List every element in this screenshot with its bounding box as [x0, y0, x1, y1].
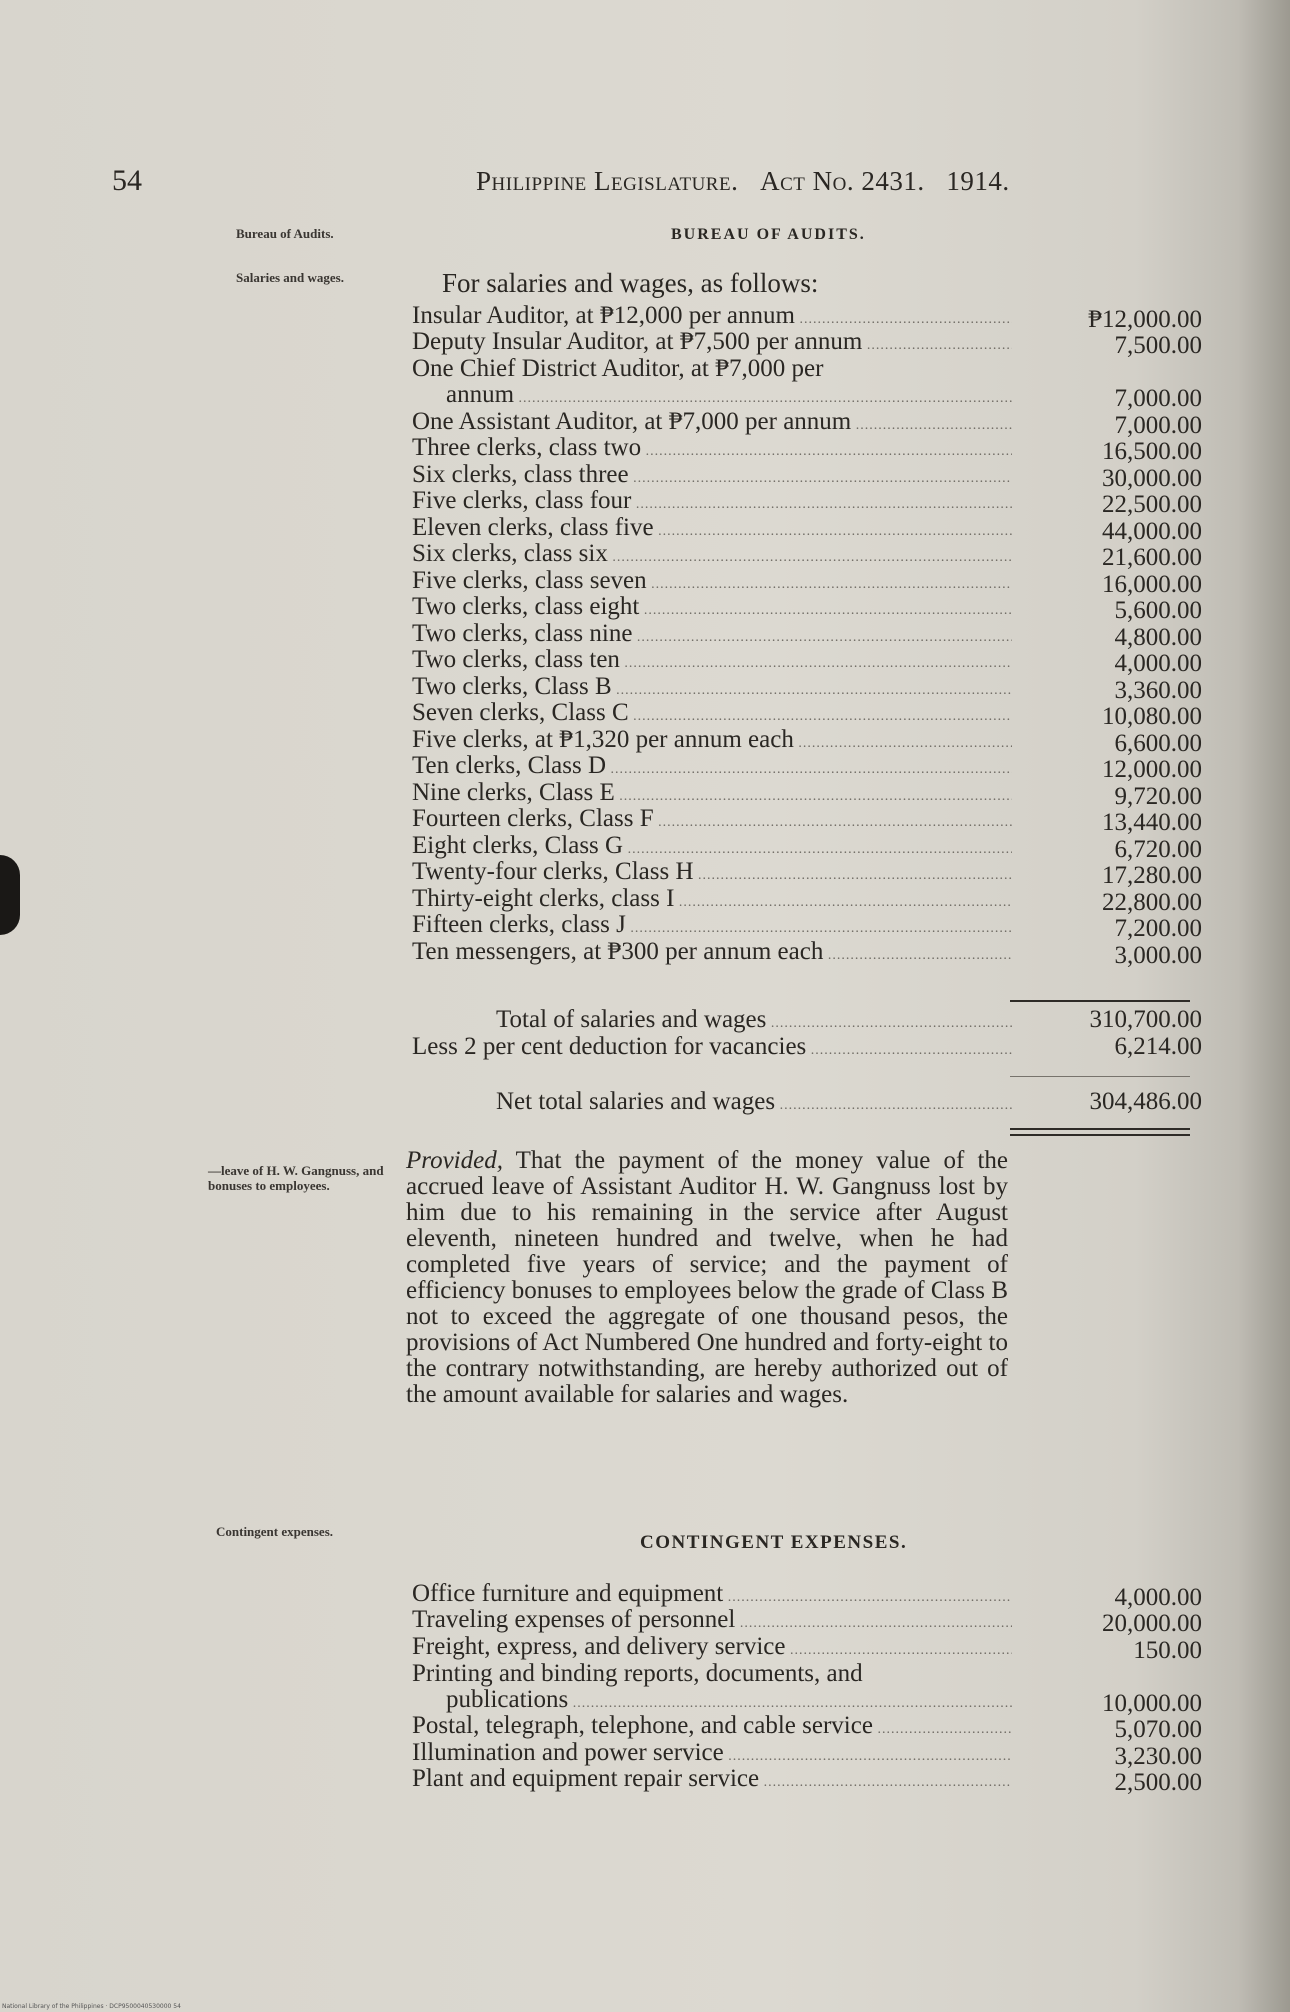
deduction-label: Less 2 per cent deduction for vacancies .....	[412, 1033, 1012, 1061]
salary-item-label: Five clerks, class seven .....	[412, 568, 1012, 598]
salary-item-label: Two clerks, class nine .....	[412, 621, 1012, 651]
contingent-item-label	[412, 1661, 1012, 1717]
year: 1914.	[946, 166, 1010, 196]
contingent-item-amount: 4,000.00	[1114, 1583, 1202, 1611]
salary-item-label: Six clerks, class three .....	[412, 462, 1012, 492]
salary-item-label: Five clerks, class four .....	[412, 488, 1012, 518]
salary-item-label: Three clerks, class two .....	[412, 435, 1012, 465]
salary-item-label-line2: annum .....	[412, 382, 1012, 412]
salary-item-amount: 7,000.00	[1114, 411, 1202, 439]
salary-item-label: Fifteen clerks, class J .....	[412, 912, 1012, 942]
contingent-item-label: Illumination and power service .....	[412, 1740, 1012, 1770]
margin-note-salaries: Salaries and wages.	[236, 270, 344, 285]
contingent-item-list	[412, 1580, 1202, 1796]
page-number: 54	[112, 164, 142, 197]
salary-item-label: Six clerks, class six .....	[412, 541, 1012, 571]
margin-note-bureau: Bureau of Audits.	[236, 226, 334, 241]
salary-item-label	[412, 356, 1012, 412]
deduction-row	[412, 1033, 1202, 1061]
salary-item-amount: 12,000.00	[1102, 756, 1202, 783]
subtotal-rule	[1010, 1000, 1190, 1002]
salary-item-amount: 30,000.00	[1102, 464, 1202, 492]
salaries-intro: For salaries and wages, as follows:	[442, 268, 819, 298]
contingent-item-amount: 5,070.00	[1114, 1716, 1202, 1743]
contingent-item-label: Office furniture and equipment .....	[412, 1581, 1012, 1611]
contingent-item-row	[412, 1766, 1202, 1797]
salary-item-label: Ten messengers, at ₱300 per annum each .....	[412, 939, 1012, 969]
salary-item-amount: 3,360.00	[1114, 676, 1202, 704]
salary-item-amount: 5,600.00	[1114, 597, 1202, 624]
net-total-double-rule-top	[1010, 1128, 1190, 1130]
salary-item-amount: 16,500.00	[1102, 438, 1202, 465]
contingent-item-label-line1: Printing and binding reports, documents, and	[412, 1660, 863, 1687]
contingent-item-label: Plant and equipment repair service .....	[412, 1766, 1012, 1796]
net-total-label: Net total salaries and wages .....	[412, 1088, 1012, 1116]
salary-item-label: Fourteen clerks, Class F .....	[412, 806, 1012, 836]
salary-item-amount: 6,600.00	[1114, 729, 1202, 757]
salary-item-label: One Assistant Auditor, at ₱7,000 per annum .....	[412, 409, 1012, 439]
salary-item-amount: 7,000.00	[1114, 385, 1202, 412]
salary-item-amount: 44,000.00	[1102, 517, 1202, 545]
salary-item-amount: 17,280.00	[1102, 862, 1202, 889]
total-row	[412, 1006, 1202, 1034]
margin-note-leave: —leave of H. W. Gangnuss, and bonuses to employees.	[208, 1163, 384, 1193]
net-total-double-rule-bottom	[1010, 1134, 1190, 1136]
salary-item-amount: 7,200.00	[1114, 915, 1202, 942]
salary-item-label: Two clerks, class eight .....	[412, 594, 1012, 624]
salary-item-row	[412, 356, 1202, 412]
deduction-rule	[1010, 1076, 1190, 1077]
total-label: Total of salaries and wages .....	[412, 1006, 1012, 1034]
salary-item-label: Two clerks, Class B .....	[412, 674, 1012, 704]
proviso-lead: Provided,	[406, 1147, 503, 1174]
contingent-item-label: Postal, telegraph, telephone, and cable service .....	[412, 1713, 1012, 1743]
salary-item-amount: 13,440.00	[1102, 809, 1202, 836]
salary-item-amount: 21,600.00	[1102, 544, 1202, 571]
salary-item-label: Insular Auditor, at ₱12,000 per annum .....	[412, 303, 1012, 333]
contingent-item-row	[412, 1660, 1202, 1717]
net-total-amount: 304,486.00	[1089, 1088, 1202, 1115]
salary-item-amount: 3,000.00	[1114, 941, 1202, 969]
salary-item-amount: 4,800.00	[1114, 623, 1202, 651]
act-number: Act No. 2431.	[760, 166, 925, 196]
salary-item-label: Nine clerks, Class E .....	[412, 780, 1012, 810]
section-heading-contingent: CONTINGENT EXPENSES.	[640, 1532, 908, 1553]
running-title: Philippine Legislature.	[476, 166, 739, 196]
salary-item-amount: ₱12,000.00	[1088, 305, 1202, 333]
salary-item-amount: 9,720.00	[1114, 782, 1202, 810]
salary-item-label: Deputy Insular Auditor, at ₱7,500 per annum .....	[412, 329, 1012, 359]
page-edge-blot	[0, 855, 20, 935]
salary-item-label: Two clerks, class ten .....	[412, 647, 1012, 677]
footer-imprint: National Library of the Philippines · DCP9500040530000 54	[2, 2003, 181, 2010]
contingent-item-label-wrap	[412, 1661, 1012, 1717]
salary-item-label: Twenty-four clerks, Class H .....	[412, 859, 1012, 889]
salary-item-label: Seven clerks, Class C .....	[412, 700, 1012, 730]
contingent-item-amount: 2,500.00	[1114, 1769, 1202, 1796]
proviso-text: That the payment of the money value of the accrued leave of Assistant Auditor H. W. Gangnuss lost by him due to his remaining in the service after August eleventh, nineteen hundred and twelve, when he had completed five years of service; and the payment of efficiency bonuses to employees below the grade of Class B not to exceed the aggregate of one thousand pesos, the provisions of Act Numbered One hundred and forty-eight to the contrary notwithstanding, are hereby authorized out of the amount available for salaries and wages.	[406, 1147, 1008, 1408]
salary-item-label: Five clerks, at ₱1,320 per annum each .....	[412, 727, 1012, 757]
salary-item-label: Eleven clerks, class five .....	[412, 515, 1012, 545]
salary-item-row	[412, 938, 1202, 969]
salary-item-amount: 10,080.00	[1102, 703, 1202, 730]
salary-item-amount: 6,720.00	[1114, 835, 1202, 863]
salary-item-amount: 7,500.00	[1114, 332, 1202, 359]
deduction-amount: 6,214.00	[1114, 1033, 1202, 1060]
salary-item-list	[412, 302, 1202, 969]
contingent-item-amount: 20,000.00	[1102, 1610, 1202, 1637]
salary-item-label: Eight clerks, Class G .....	[412, 833, 1012, 863]
net-total-row	[412, 1088, 1202, 1116]
salary-item-label: Thirty-eight clerks, class I .....	[412, 886, 1012, 916]
contingent-item-amount: 150.00	[1133, 1636, 1202, 1664]
salary-item-amount: 22,500.00	[1102, 491, 1202, 518]
section-heading-bureau: BUREAU OF AUDITS.	[671, 226, 866, 243]
total-amount: 310,700.00	[1089, 1006, 1202, 1033]
contingent-item-amount: 3,230.00	[1114, 1742, 1202, 1770]
proviso-paragraph	[406, 1148, 1008, 1408]
salary-item-amount: 4,000.00	[1114, 650, 1202, 677]
running-head	[476, 166, 1010, 197]
salary-item-label: Ten clerks, Class D .....	[412, 753, 1012, 783]
salary-item-label-line1: One Chief District Auditor, at ₱7,000 per	[412, 356, 824, 382]
salary-item-amount: 16,000.00	[1102, 570, 1202, 598]
contingent-item-label-line2: publications .....	[412, 1687, 1012, 1717]
salary-item-label-wrap	[412, 356, 1012, 412]
contingent-item-label: Freight, express, and delivery service .....	[412, 1634, 1012, 1664]
contingent-item-amount: 10,000.00	[1102, 1689, 1202, 1717]
salary-item-amount: 22,800.00	[1102, 888, 1202, 916]
contingent-item-label: Traveling expenses of personnel .....	[412, 1607, 1012, 1637]
margin-note-contingent: Contingent expenses.	[216, 1524, 334, 1539]
